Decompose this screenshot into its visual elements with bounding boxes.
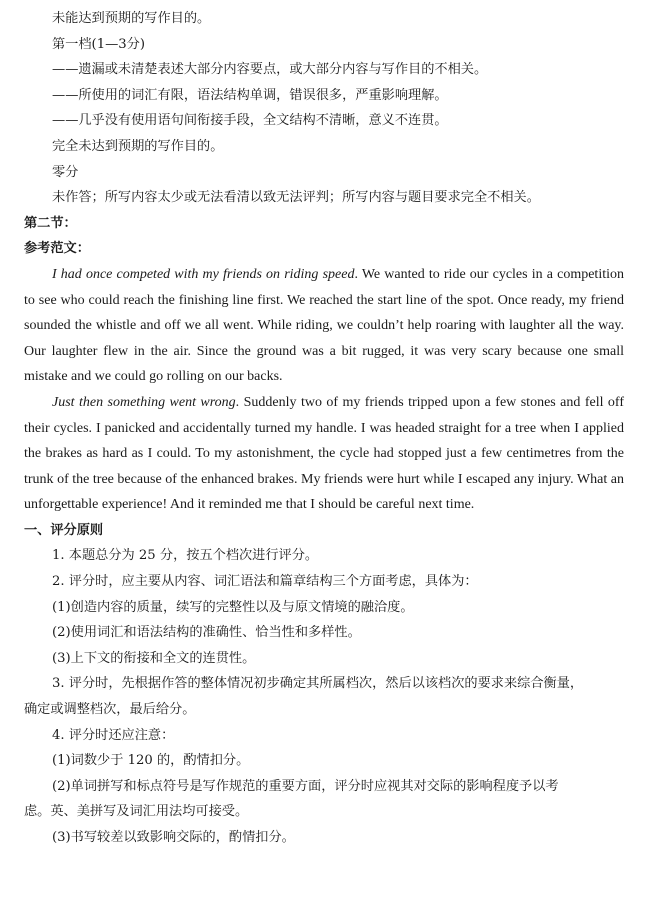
principle-item-3a: 3. 评分时，先根据作答的整体情况初步确定其所属档次，然后以该档次的要求来综合衡量， (52, 676, 584, 692)
essay-paragraph-1 (24, 262, 624, 390)
paragraph-1-lead: I had once competed with my friends on riding speed (52, 266, 355, 282)
scoring-line: 未能达到预期的写作目的。 (52, 11, 211, 26)
principle-item-3b: 确定或调整档次，最后给分。 (24, 702, 196, 718)
reference-title: 参考范文： (24, 241, 90, 257)
essay-paragraph-2 (24, 390, 624, 518)
level1-item: ——遗漏或未清楚表述大部分内容要点，或大部分内容与写作目的不相关。 (52, 62, 488, 78)
level1-title: 第一档(1—3分) (52, 36, 146, 52)
zero-title: 零分 (52, 164, 79, 180)
zero-desc: 未作答；所写内容太少或无法看清以致无法评判；所写内容与题目要求完全不相关。 (52, 190, 540, 206)
principle-item: (2)使用词汇和语法结构的准确性、恰当性和多样性。 (52, 625, 361, 641)
principle-item-4-1: (1)词数少于 120 的，酌情扣分。 (52, 753, 250, 769)
section2-title: 第二节： (24, 215, 77, 231)
principle-item-4-2a: (2)单词拼写和标点符号是写作规范的重要方面，评分时应视其对交际的影响程度予以考 (52, 778, 559, 794)
paragraph-2-body: . Suddenly two of my friends tripped upon a few stones and fell off their cycles. I panicked and accidentally turned my handle. I was headed straight for a tree when I applied the brakes as hard as I could. To my astonishment, the cycle had stopped just a few centimetres from the trunk of the tree because of the enhanced brakes. My friends were hurt while I escaped any injury. What an unforgettable experience! And it reminded me that I should be careful next time. (24, 394, 624, 513)
scoring-line: 完全未达到预期的写作目的。 (52, 138, 224, 154)
principle-item-4-3: (3)书写较差以致影响交际的，酌情扣分。 (52, 830, 295, 845)
principle-item: (1)创造内容的质量，续写的完整性以及与原文情境的融洽度。 (52, 599, 414, 615)
principle-item: 1. 本题总分为 25 分，按五个档次进行评分。 (52, 548, 319, 564)
level1-item: ——所使用的词汇有限，语法结构单调，错误很多，严重影响理解。 (52, 87, 448, 103)
paragraph-1-body: . We wanted to ride our cycles in a competition to see who could reach the finishing line first. We reached the start line of the spot. Once ready, my friend sounded the whistle and off we all went. While riding, we couldn’t help roaring with laughter all the way. Our laughter flew in the air. Since the ground was a bit rugged, it was very scary because one small mistake and we could go rolling on our backs. (24, 266, 624, 385)
principle-item: (3)上下文的衔接和全文的连贯性。 (52, 650, 256, 666)
level1-item: ——几乎没有使用语句间衔接手段，全文结构不清晰，意义不连贯。 (52, 113, 448, 129)
principles-title: 一、评分原则 (24, 522, 104, 538)
paragraph-2-lead: Just then something went wrong (52, 394, 236, 410)
principle-item: 2. 评分时，应主要从内容、词汇语法和篇章结构三个方面考虑，具体为： (52, 574, 478, 590)
principle-item-4: 4. 评分时还应注意： (52, 727, 175, 743)
principle-item-4-2b: 虑。英、美拼写及词汇用法均可接受。 (24, 804, 249, 820)
